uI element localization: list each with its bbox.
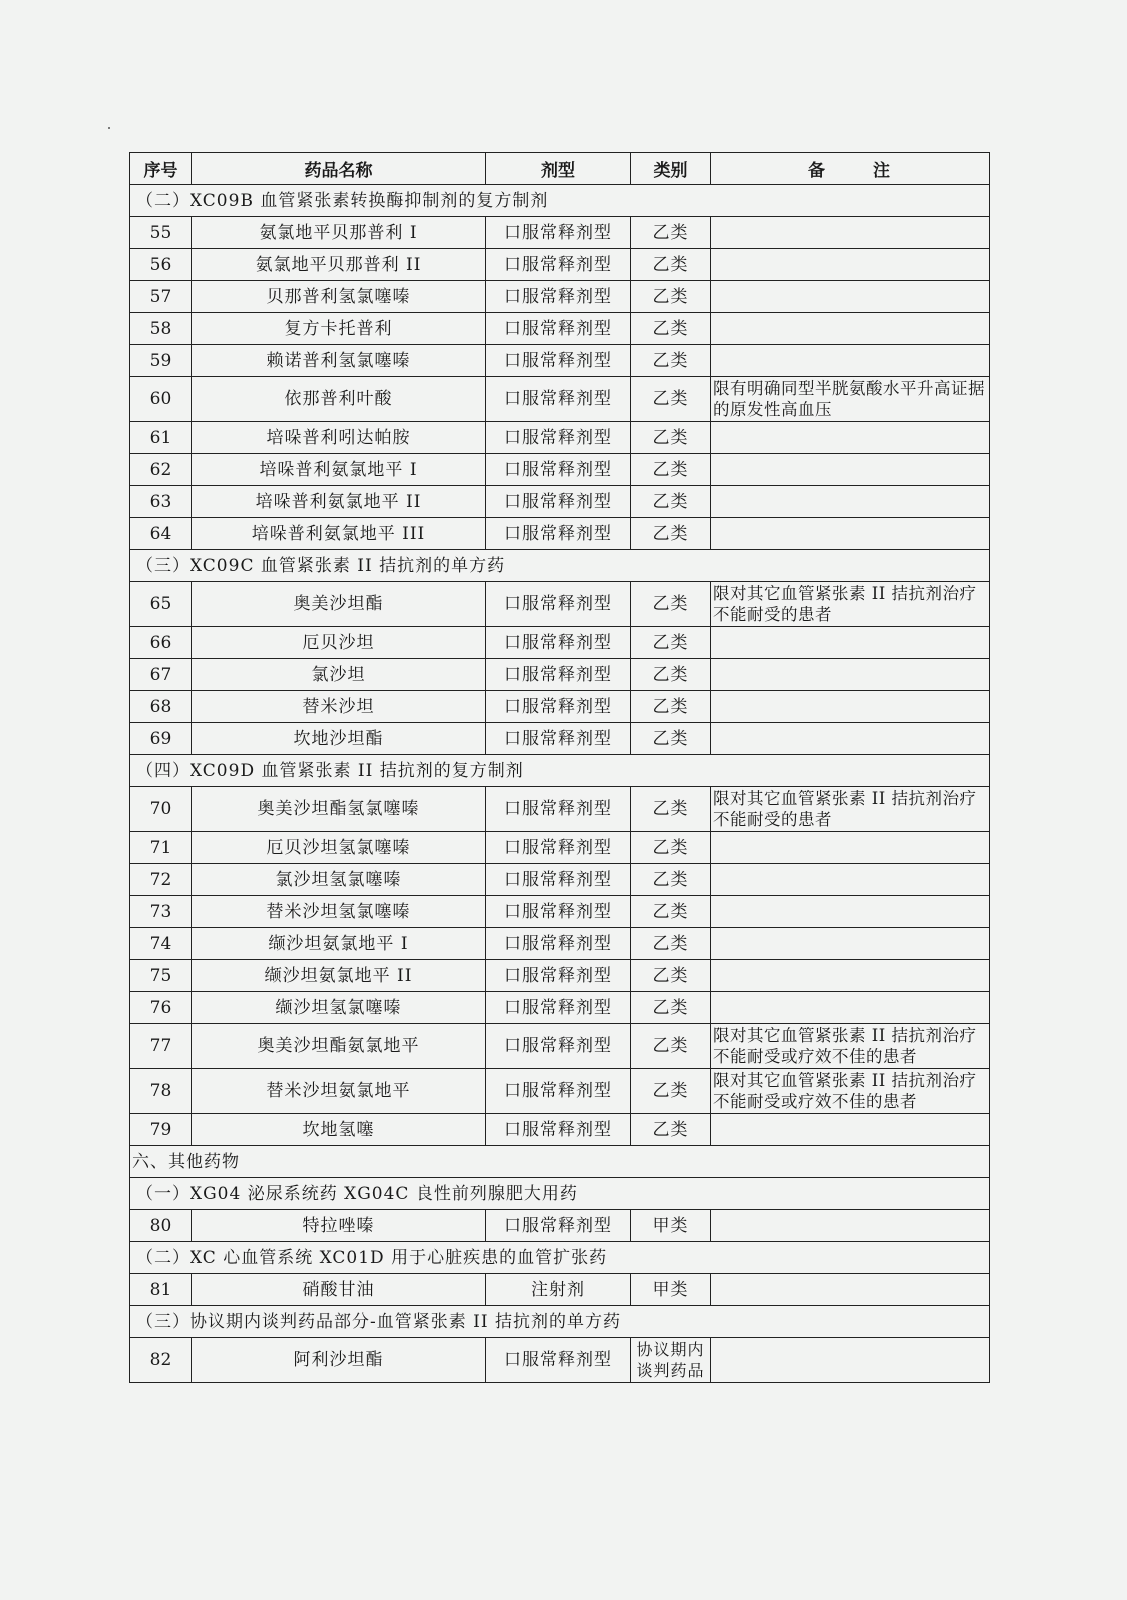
table-row (130, 864, 990, 896)
category-cell: 乙类 (631, 627, 711, 659)
index-cell: 66 (130, 627, 192, 659)
remark-cell: 限对其它血管紧张素 II 拮抗剂治疗不能耐受或疗效不佳的患者 (711, 1024, 990, 1069)
category-cell: 乙类 (631, 992, 711, 1024)
category-cell: 乙类 (631, 486, 711, 518)
dosage-form-cell: 口服常释剂型 (486, 217, 631, 249)
drug-name-cell: 奥美沙坦酯氨氯地平 (192, 1024, 486, 1069)
index-cell: 69 (130, 723, 192, 755)
category-cell: 乙类 (631, 832, 711, 864)
section-row (130, 1306, 990, 1338)
dosage-form-cell: 口服常释剂型 (486, 992, 631, 1024)
section-heading: （二）XC09B 血管紧张素转换酶抑制剂的复方制剂 (130, 185, 990, 217)
index-cell: 81 (130, 1274, 192, 1306)
remark-cell (711, 864, 990, 896)
table-row (130, 723, 990, 755)
drug-name-cell: 依那普利叶酸 (192, 377, 486, 422)
remark-cell: 限对其它血管紧张素 II 拮抗剂治疗不能耐受的患者 (711, 582, 990, 627)
category-cell: 乙类 (631, 518, 711, 550)
drug-name-cell: 赖诺普利氢氯噻嗪 (192, 345, 486, 377)
table-row (130, 454, 990, 486)
section-row (130, 550, 990, 582)
table-row (130, 659, 990, 691)
drug-name-cell: 培哚普利氨氯地平 II (192, 486, 486, 518)
remark-cell (711, 627, 990, 659)
dosage-form-cell: 口服常释剂型 (486, 659, 631, 691)
category-cell: 乙类 (631, 896, 711, 928)
drug-name-cell: 厄贝沙坦氢氯噻嗪 (192, 832, 486, 864)
dosage-form-cell: 口服常释剂型 (486, 313, 631, 345)
table-row (130, 1210, 990, 1242)
dosage-form-cell: 口服常释剂型 (486, 249, 631, 281)
category-cell: 甲类 (631, 1210, 711, 1242)
table-row (130, 422, 990, 454)
header-drug-name: 药品名称 (192, 153, 486, 185)
dosage-form-cell: 口服常释剂型 (486, 723, 631, 755)
index-cell: 75 (130, 960, 192, 992)
remark-cell (711, 217, 990, 249)
table-row (130, 691, 990, 723)
index-cell: 79 (130, 1114, 192, 1146)
dosage-form-cell: 口服常释剂型 (486, 582, 631, 627)
remark-cell (711, 1114, 990, 1146)
remark-cell (711, 832, 990, 864)
category-cell: 乙类 (631, 787, 711, 832)
category-cell: 乙类 (631, 864, 711, 896)
dosage-form-cell: 口服常释剂型 (486, 691, 631, 723)
drug-name-cell: 缬沙坦氨氯地平 I (192, 928, 486, 960)
header-remark-char-1: 备 (808, 161, 827, 181)
dosage-form-cell: 口服常释剂型 (486, 864, 631, 896)
drug-name-cell: 贝那普利氢氯噻嗪 (192, 281, 486, 313)
table-header-row (130, 153, 990, 185)
dosage-form-cell: 口服常释剂型 (486, 377, 631, 422)
remark-cell: 限有明确同型半胱氨酸水平升高证据的原发性高血压 (711, 377, 990, 422)
index-cell: 63 (130, 486, 192, 518)
remark-cell (711, 422, 990, 454)
dosage-form-cell: 口服常释剂型 (486, 832, 631, 864)
index-cell: 57 (130, 281, 192, 313)
header-index: 序号 (130, 153, 192, 185)
drug-name-cell: 缬沙坦氢氯噻嗪 (192, 992, 486, 1024)
index-cell: 77 (130, 1024, 192, 1069)
remark-cell (711, 454, 990, 486)
dosage-form-cell: 口服常释剂型 (486, 928, 631, 960)
remark-cell (711, 928, 990, 960)
table-row (130, 1114, 990, 1146)
remark-cell (711, 896, 990, 928)
category-cell: 乙类 (631, 217, 711, 249)
dosage-form-cell: 口服常释剂型 (486, 1338, 631, 1383)
section-row (130, 755, 990, 787)
category-cell: 乙类 (631, 313, 711, 345)
category-cell: 乙类 (631, 377, 711, 422)
index-cell: 72 (130, 864, 192, 896)
section-row (130, 1242, 990, 1274)
index-cell: 82 (130, 1338, 192, 1383)
drug-name-cell: 坎地氢噻 (192, 1114, 486, 1146)
index-cell: 78 (130, 1069, 192, 1114)
table-row (130, 832, 990, 864)
table-row (130, 896, 990, 928)
category-cell: 乙类 (631, 1114, 711, 1146)
category-cell: 乙类 (631, 249, 711, 281)
dosage-form-cell: 注射剂 (486, 1274, 631, 1306)
index-cell: 76 (130, 992, 192, 1024)
category-cell: 乙类 (631, 582, 711, 627)
category-cell: 协议期内谈判药品 (631, 1338, 711, 1383)
table-row (130, 1069, 990, 1114)
index-cell: 70 (130, 787, 192, 832)
header-dosage-form: 剂型 (486, 153, 631, 185)
header-remark-char-2: 注 (873, 161, 892, 181)
remark-cell (711, 723, 990, 755)
category-cell: 乙类 (631, 1024, 711, 1069)
drug-name-cell: 坎地沙坦酯 (192, 723, 486, 755)
remark-cell (711, 659, 990, 691)
drug-name-cell: 奥美沙坦酯氢氯噻嗪 (192, 787, 486, 832)
section-heading: （四）XC09D 血管紧张素 II 拮抗剂的复方制剂 (130, 755, 990, 787)
table-row (130, 518, 990, 550)
table-row (130, 960, 990, 992)
drug-name-cell: 缬沙坦氨氯地平 II (192, 960, 486, 992)
index-cell: 62 (130, 454, 192, 486)
drug-name-cell: 培哚普利氨氯地平 III (192, 518, 486, 550)
category-cell: 乙类 (631, 345, 711, 377)
category-cell: 乙类 (631, 281, 711, 313)
table-row (130, 1274, 990, 1306)
remark-cell (711, 1338, 990, 1383)
index-cell: 60 (130, 377, 192, 422)
remark-cell (711, 691, 990, 723)
drug-name-cell: 替米沙坦氢氯噻嗪 (192, 896, 486, 928)
drug-name-cell: 培哚普利氨氯地平 I (192, 454, 486, 486)
dosage-form-cell: 口服常释剂型 (486, 896, 631, 928)
dosage-form-cell: 口服常释剂型 (486, 1024, 631, 1069)
index-cell: 74 (130, 928, 192, 960)
dosage-form-cell: 口服常释剂型 (486, 518, 631, 550)
dosage-form-cell: 口服常释剂型 (486, 1114, 631, 1146)
section-row (130, 1146, 990, 1178)
drug-name-cell: 奥美沙坦酯 (192, 582, 486, 627)
table-row (130, 627, 990, 659)
drug-name-cell: 复方卡托普利 (192, 313, 486, 345)
index-cell: 59 (130, 345, 192, 377)
index-cell: 68 (130, 691, 192, 723)
table-row (130, 377, 990, 422)
table-row (130, 1024, 990, 1069)
drug-name-cell: 替米沙坦氨氯地平 (192, 1069, 486, 1114)
table-body (130, 185, 990, 1383)
dosage-form-cell: 口服常释剂型 (486, 1210, 631, 1242)
drug-name-cell: 特拉唑嗪 (192, 1210, 486, 1242)
table-row (130, 313, 990, 345)
dosage-form-cell: 口服常释剂型 (486, 454, 631, 486)
remark-cell (711, 518, 990, 550)
table-row (130, 787, 990, 832)
drug-name-cell: 培哚普利吲达帕胺 (192, 422, 486, 454)
header-category: 类别 (631, 153, 711, 185)
category-cell: 乙类 (631, 723, 711, 755)
drug-name-cell: 阿利沙坦酯 (192, 1338, 486, 1383)
index-cell: 73 (130, 896, 192, 928)
index-cell: 71 (130, 832, 192, 864)
table-row (130, 928, 990, 960)
dosage-form-cell: 口服常释剂型 (486, 627, 631, 659)
dosage-form-cell: 口服常释剂型 (486, 345, 631, 377)
remark-cell (711, 281, 990, 313)
remark-cell (711, 249, 990, 281)
drug-name-cell: 氨氯地平贝那普利 I (192, 217, 486, 249)
drug-name-cell: 氨氯地平贝那普利 II (192, 249, 486, 281)
remark-cell (711, 960, 990, 992)
scan-speck (108, 127, 110, 129)
category-cell: 乙类 (631, 960, 711, 992)
table-row (130, 217, 990, 249)
remark-cell: 限对其它血管紧张素 II 拮抗剂治疗不能耐受的患者 (711, 787, 990, 832)
remark-cell (711, 313, 990, 345)
remark-cell: 限对其它血管紧张素 II 拮抗剂治疗不能耐受或疗效不佳的患者 (711, 1069, 990, 1114)
table-row (130, 345, 990, 377)
remark-cell (711, 486, 990, 518)
remark-cell (711, 1274, 990, 1306)
table-row (130, 992, 990, 1024)
drug-name-cell: 硝酸甘油 (192, 1274, 486, 1306)
dosage-form-cell: 口服常释剂型 (486, 787, 631, 832)
category-cell: 甲类 (631, 1274, 711, 1306)
section-heading: （三）协议期内谈判药品部分-血管紧张素 II 拮抗剂的单方药 (130, 1306, 990, 1338)
section-row (130, 185, 990, 217)
dosage-form-cell: 口服常释剂型 (486, 422, 631, 454)
section-row (130, 1178, 990, 1210)
dosage-form-cell: 口服常释剂型 (486, 1069, 631, 1114)
category-cell: 乙类 (631, 1069, 711, 1114)
drug-name-cell: 氯沙坦氢氯噻嗪 (192, 864, 486, 896)
dosage-form-cell: 口服常释剂型 (486, 486, 631, 518)
category-cell: 乙类 (631, 422, 711, 454)
category-cell: 乙类 (631, 928, 711, 960)
index-cell: 58 (130, 313, 192, 345)
category-cell: 乙类 (631, 691, 711, 723)
table-row (130, 582, 990, 627)
section-heading: （二）XC 心血管系统 XC01D 用于心脏疾患的血管扩张药 (130, 1242, 990, 1274)
remark-cell (711, 1210, 990, 1242)
table-row (130, 1338, 990, 1383)
remark-cell (711, 992, 990, 1024)
dosage-form-cell: 口服常释剂型 (486, 281, 631, 313)
dosage-form-cell: 口服常释剂型 (486, 960, 631, 992)
index-cell: 55 (130, 217, 192, 249)
index-cell: 61 (130, 422, 192, 454)
table-row (130, 249, 990, 281)
remark-cell (711, 345, 990, 377)
table-row (130, 281, 990, 313)
category-cell: 乙类 (631, 454, 711, 486)
index-cell: 67 (130, 659, 192, 691)
section-heading: （三）XC09C 血管紧张素 II 拮抗剂的单方药 (130, 550, 990, 582)
section-heading: （一）XG04 泌尿系统药 XG04C 良性前列腺肥大用药 (130, 1178, 990, 1210)
drug-name-cell: 氯沙坦 (192, 659, 486, 691)
drug-list-table (129, 152, 990, 1383)
part-heading: 六、其他药物 (130, 1146, 990, 1178)
index-cell: 64 (130, 518, 192, 550)
index-cell: 56 (130, 249, 192, 281)
header-remark (711, 153, 990, 185)
index-cell: 80 (130, 1210, 192, 1242)
drug-name-cell: 厄贝沙坦 (192, 627, 486, 659)
drug-name-cell: 替米沙坦 (192, 691, 486, 723)
table-row (130, 486, 990, 518)
category-cell: 乙类 (631, 659, 711, 691)
index-cell: 65 (130, 582, 192, 627)
